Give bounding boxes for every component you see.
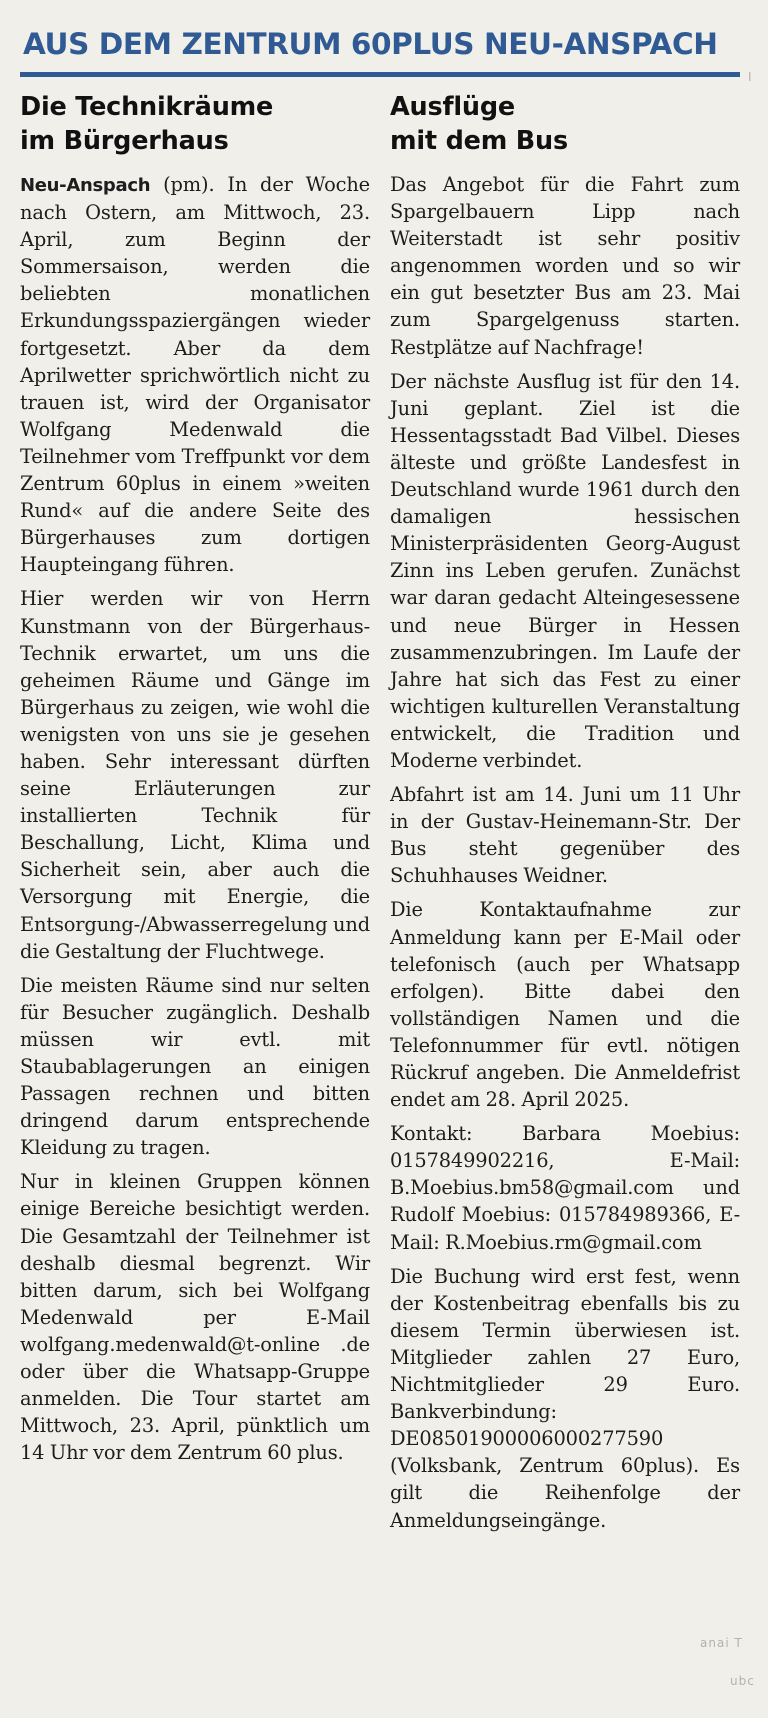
article-paragraph: Das Angebot für die Fahrt zum Spargelbauern Lipp nach Weiterstadt ist sehr positiv angenommen worden und so wir ein gut besetzter Bus am 23. Mai zum Spargelgenuss starten. Restplätze auf Nachfrage! <box>390 173 740 359</box>
bleed-through-text: ubc <box>730 1674 755 1688</box>
headline-line-1: Die Technikräume <box>20 92 274 122</box>
contact-paragraph: Kontakt: Barbara Moebius: 0157849902216, E-Mail: B.Moebius.bm58@gmail.com und Rudolf Moebius: 015784989366, E-Mail: R.Moebius.rm@gmail.com <box>390 1122 740 1254</box>
article-paragraph: Hier werden wir von Herrn Kunstmann von der Bürgerhaus-Technik erwartet, um uns die geheimen Räume und Gänge im Bürgerhaus zu zeigen, wie wohl die wenigsten von uns sie je gesehen haben. Sehr interessant dürften seine Erläuterungen zur installierten Technik für Beschallung, Licht, Klima und Sicherheit sein, aber auch die Versorgung mit Energie, die Entsorgung-/Abwasserregelung und die Gestaltung der Fluchtwege. <box>20 587 370 963</box>
article-paragraph <box>20 171 370 578</box>
paragraph-text: (pm). In der Woche nach Ostern, am Mittwoch, 23. April, zum Beginn der Sommersaison, werden die beliebten monatlichen Erkundungsspaziergängen wieder fortgesetzt. Aber da dem Aprilwetter sprichwörtlich nicht zu trauen ist, wird der Organisator Wolfgang Medenwald die Teilnehmer vom Treffpunkt vor dem Zentrum 60plus in einem »weiten Rund« auf die andere Seite des Bürgerhauses zum dortigen Haupteingang führen. <box>20 173 370 577</box>
headline-line-1: Ausflüge <box>390 92 516 122</box>
article-headline <box>390 90 740 158</box>
headline-line-2: im Bürgerhaus <box>20 126 229 156</box>
article-paragraph: Abfahrt ist am 14. Juni um 11 Uhr in der Gustav-Heinemann-Str. Der Bus steht gegenüber des Schuhhauses Weidner. <box>390 783 740 888</box>
article-paragraph: Die Kontaktaufnahme zur Anmeldung kann per E-Mail oder telefonisch (auch per Whatsapp erfolgen). Bitte dabei den vollständigen Namen und die Telefonnummer für evtl. nötigen Rückruf angeben. Die Anmeldefrist endet am 28. April 2025. <box>390 898 740 1112</box>
dateline: Neu-Anspach <box>20 175 151 196</box>
article-technikraeume <box>20 90 370 1473</box>
section-banner <box>20 26 740 77</box>
bleed-through-text: I <box>748 70 753 84</box>
article-ausfluege <box>390 90 740 1541</box>
section-title: AUS DEM ZENTRUM 60PLUS NEU-ANSPACH <box>23 27 718 61</box>
article-paragraph: Die Buchung wird erst fest, wenn der Kostenbeitrag ebenfalls bis zu diesem Termin überwiesen ist. Mitglieder zahlen 27 Euro, Nichtmitglieder 29 Euro. Bankverbindung: DE08501900006000277590 (Volksbank, Zentrum 60plus). Es gilt die Reihenfolge der Anmeldungseingänge. <box>390 1264 740 1532</box>
headline-line-2: mit dem Bus <box>390 126 568 156</box>
article-paragraph: Nur in kleinen Gruppen können einige Bereiche besichtigt werden. Die Gesamtzahl der Teilnehmer ist deshalb diesmal begrenzt. Wir bitten darum, sich bei Wolfgang Medenwald per E-Mail wolfgang.medenwald@t-online .de oder über die Whatsapp-Gruppe anmelden. Die Tour startet am Mittwoch, 23. April, pünktlich um 14 Uhr vor dem Zentrum 60 plus. <box>20 1170 370 1465</box>
article-paragraph: Die meisten Räume sind nur selten für Besucher zugänglich. Deshalb müssen wir evtl. mit Staubablagerungen an einigen Passagen rechnen und bitten dringend darum entsprechende Kleidung zu tragen. <box>20 973 370 1160</box>
article-headline <box>20 90 370 158</box>
article-paragraph: Der nächste Ausflug ist für den 14. Juni geplant. Ziel ist die Hessentagsstadt Bad Vilbel. Dieses älteste und größte Landesfest in Deutschland wurde 1961 durch den damaligen hessischen Ministerpräsidenten Georg-August Zinn ins Leben gerufen. Zunächst war daran gedacht Alteingesessene und neue Bürger in Hessen zusammenzubringen. Im Laufe der Jahre hat sich das Fest zu einer wichtigen kulturellen Veranstaltung entwickelt, die Tradition und Moderne verbindet. <box>390 369 740 772</box>
bleed-through-text: anai T <box>700 1636 743 1650</box>
